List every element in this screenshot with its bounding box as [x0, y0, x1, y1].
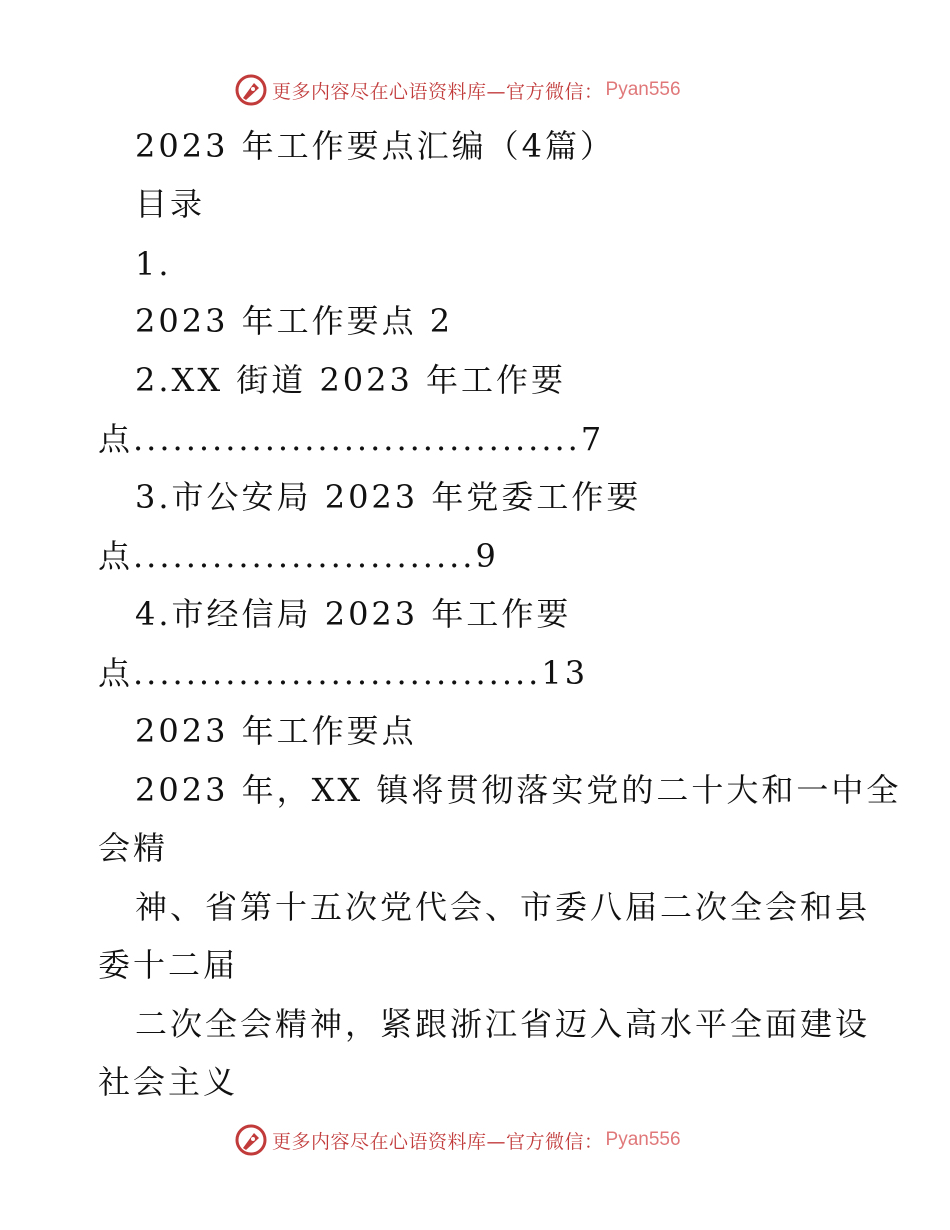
footer-banner: [0, 1120, 950, 1160]
toc-heading: 目录: [135, 185, 206, 223]
footer-wechat-id: Pyan556: [605, 1129, 681, 1150]
body-text-line: 社会主义: [98, 1063, 239, 1101]
doc-title: 2023 年工作要点汇编（4篇）: [135, 127, 615, 165]
body-text-line: 神、省第十五次党代会、市委八届二次全会和县: [135, 888, 871, 926]
body-text-line: 2023 年，XX 镇将贯彻落实党的二十大和一中全: [135, 771, 902, 809]
header-banner: [0, 70, 950, 110]
pen-nib-logo-icon: [234, 73, 268, 107]
body-text-line: 会精: [98, 829, 169, 867]
section-heading: 2023 年工作要点: [135, 712, 417, 750]
body-text-line: 二次全会精神，紧跟浙江省迈入高水平全面建设: [135, 1005, 871, 1043]
header-wechat-id: Pyan556: [605, 79, 681, 100]
toc-line: 1.: [135, 245, 172, 283]
toc-line: 4.市经信局 2023 年工作要: [135, 595, 572, 633]
footer-banner-content: [234, 1120, 681, 1160]
toc-line: 3.市公安局 2023 年党委工作要: [135, 478, 642, 516]
toc-line: 2.XX 街道 2023 年工作要: [135, 361, 567, 399]
toc-line: 点..........................9: [98, 537, 499, 575]
toc-line: 点..................................7: [98, 420, 605, 458]
footer-banner-text: 更多内容尽在心语资料库—官方微信：: [272, 1130, 604, 1153]
header-banner-text: 更多内容尽在心语资料库—官方微信：: [272, 80, 604, 103]
body-text-line: 委十二届: [98, 946, 239, 984]
pen-nib-logo-icon: [234, 1123, 268, 1157]
toc-line: 2023 年工作要点 2: [135, 302, 454, 340]
toc-line: 点...............................13: [98, 654, 589, 692]
header-banner-content: [234, 70, 681, 110]
